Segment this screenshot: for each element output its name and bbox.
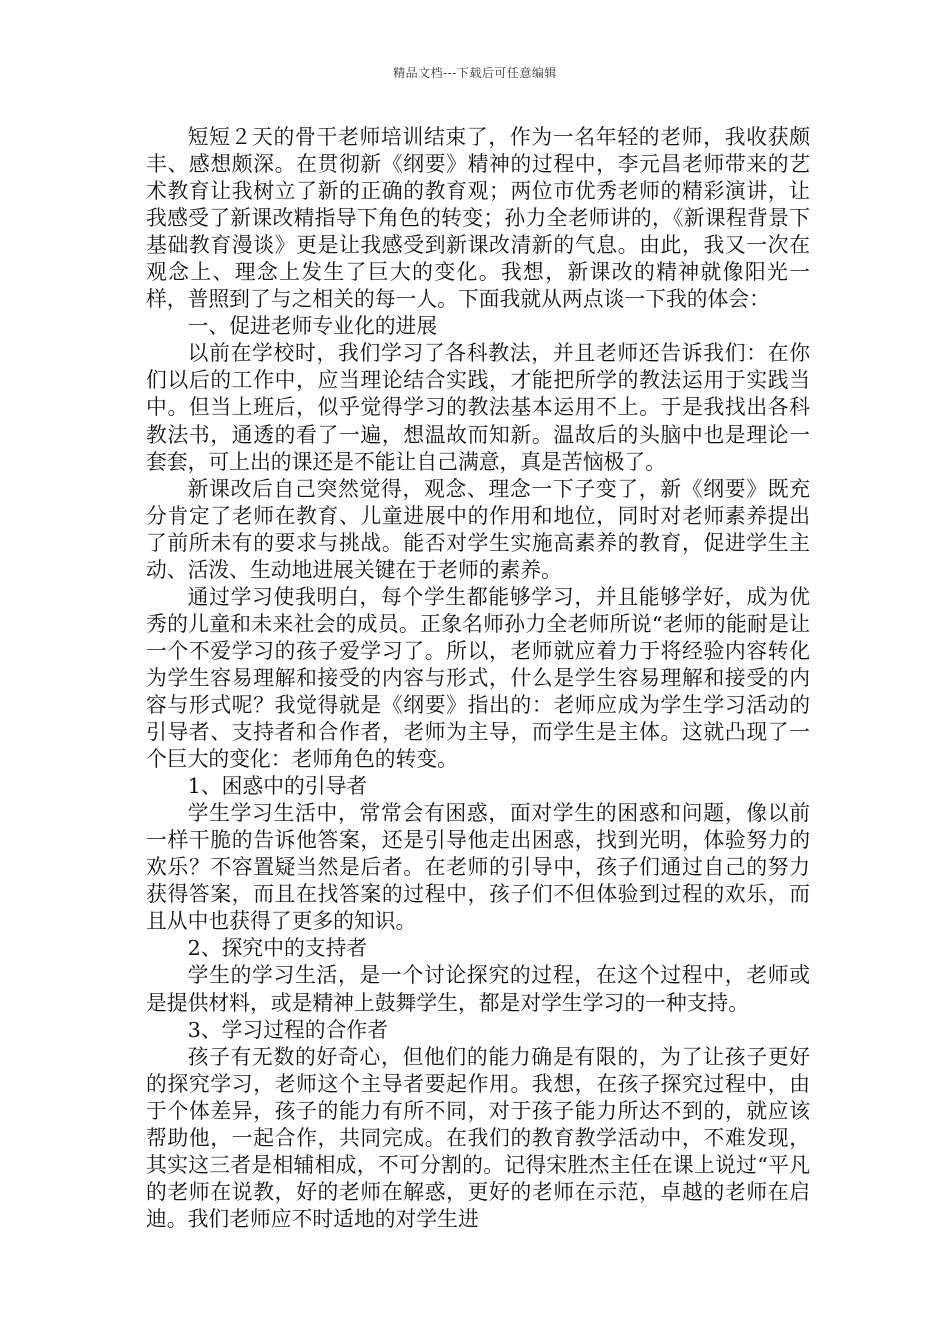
paragraph: 孩子有无数的好奇心，但他们的能力确是有限的，为了让孩子更好的探究学习，老师这个主导者要起作用。我想，在孩子探究过程中，由于个体差异，孩子的能力有所不同，对于孩子能力所达不到的，就应该帮助他，一起合作，共同完成。在我们的教育教学活动中，不难发现，其实这三者是相辅相成，不可分割的。记得宋胜杰主任在课上说过“平凡的老师在说教，好的老师在解惑，更好的老师在示范，卓越的老师在启迪。我们老师应不时适地的对学生进 <box>146 1044 810 1231</box>
section-heading-1: 一、促进老师专业化的进展 <box>187 314 438 339</box>
paragraph: 新课改后自己突然觉得，观念、理念一下子变了，新《纲要》既充分肯定了老师在教育、儿童进展中的作用和地位，同时对老师素养提出了前所未有的要求与挑战。能否对学生实施高素养的教育，促进学生主动、活泼、生动地进展关键在于老师的素养。 <box>146 476 810 582</box>
subheading-cooperator: 3、学习过程的合作者 <box>187 1017 388 1042</box>
paragraph: 以前在学校时，我们学习了各科教法，并且老师还告诉我们：在你们以后的工作中，应当理论结合实践，才能把所学的教法运用于实践当中。但当上班后，似乎觉得学习的教法基本运用不上。于是我找出各科教法书，通透的看了一遍，想温故而知新。温故后的头脑中也是理论一套套，可上出的课还是不能让自己满意，真是苦恼极了。 <box>146 341 810 474</box>
document-body <box>146 124 810 1233</box>
subheading-supporter: 2、探究中的支持者 <box>187 936 368 961</box>
page-header: 精品文档---下载后可任意编辑 <box>393 66 557 80</box>
paragraph-intro: 短短２天的骨干老师培训结束了，作为一名年轻的老师，我收获颇丰、感想颇深。在贯彻新《纲要》精神的过程中，李元昌老师带来的艺术教育让我树立了新的正确的教育观；两位市优秀老师的精彩演讲，让我感受了新课改精指导下角色的转变；孙力全老师讲的，《新课程背景下基础教育漫谈》更是让我感受到新课改清新的气息。由此，我又一次在观念上、理念上发生了巨大的变化。我想，新课改的精神就像阳光一样，普照到了与之相关的每一人。下面我就从两点谈一下我的体会： <box>146 125 810 312</box>
paragraph: 学生的学习生活，是一个讨论探究的过程，在这个过程中，老师或是提供材料，或是精神上鼓舞学生，都是对学生学习的一种支持。 <box>146 963 810 1015</box>
paragraph: 学生学习生活中，常常会有困惑，面对学生的困惑和问题，像以前一样干脆的告诉他答案，还是引导他走出困惑，找到光明，体验努力的欢乐？不容置疑当然是后者。在老师的引导中，孩子们通过自己的努力获得答案，而且在找答案的过程中，孩子们不但体验到过程的欢乐，而且从中也获得了更多的知识。 <box>146 801 810 934</box>
subheading-guide: 1、困惑中的引导者 <box>187 774 368 799</box>
paragraph: 通过学习使我明白，每个学生都能够学习，并且能够学好，成为优秀的儿童和未来社会的成员。正象名师孙力全老师所说“老师的能耐是让一个不爱学习的孩子爱学习了。所以，老师就应着力于将经验内容转化为学生容易理解和接受的内容与形式，什么是学生容易理解和接受的内容与形式呢？我觉得就是《纲要》指出的：老师应成为学生学习活动的引导者、支持者和合作者，老师为主导，而学生是主体。这就凸现了一个巨大的变化：老师角色的转变。 <box>146 584 810 772</box>
